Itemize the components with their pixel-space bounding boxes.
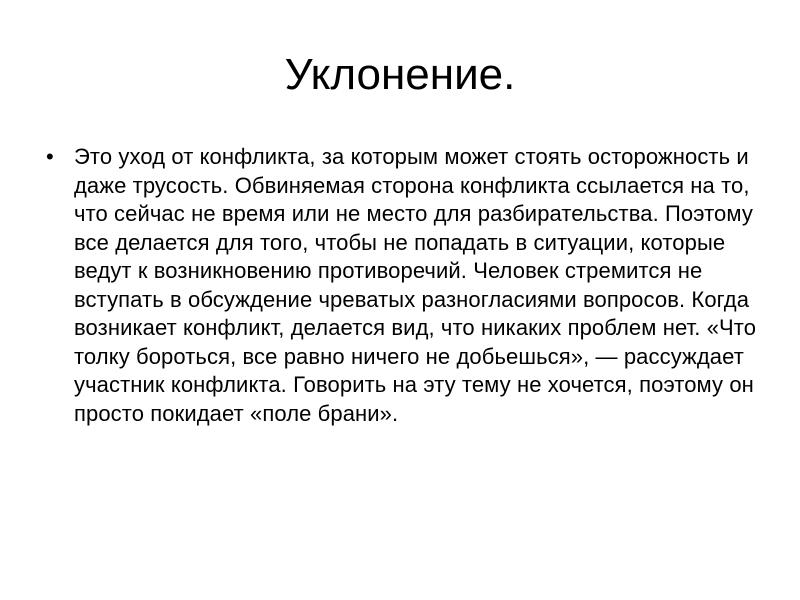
bullet-text: Это уход от конфликта, за которым может стоять осторожность и даже трусость. Обвиняемая сторона конфликта ссылается на то, что сейчас не время или не место для разбирательства. Поэтому все делается для того, чтобы не попадать в ситуации, которые ведут к возникновению противоречий. Человек стремится не вступать в обсуждение чреватых разногласиями вопросов. Когда возникает конфликт, делается вид, что никаких проблем нет. «Что толку бороться, все равно ничего не добьешься», — рассуждает участник конфликта. Говорить на эту тему не хочется, поэтому он просто покидает «поле брани». [74,144,757,426]
bullet-marker: • [46,144,54,169]
bullet-list [46,143,766,428]
bullet-item [46,143,766,428]
slide-title: Уклонение. [284,50,516,99]
